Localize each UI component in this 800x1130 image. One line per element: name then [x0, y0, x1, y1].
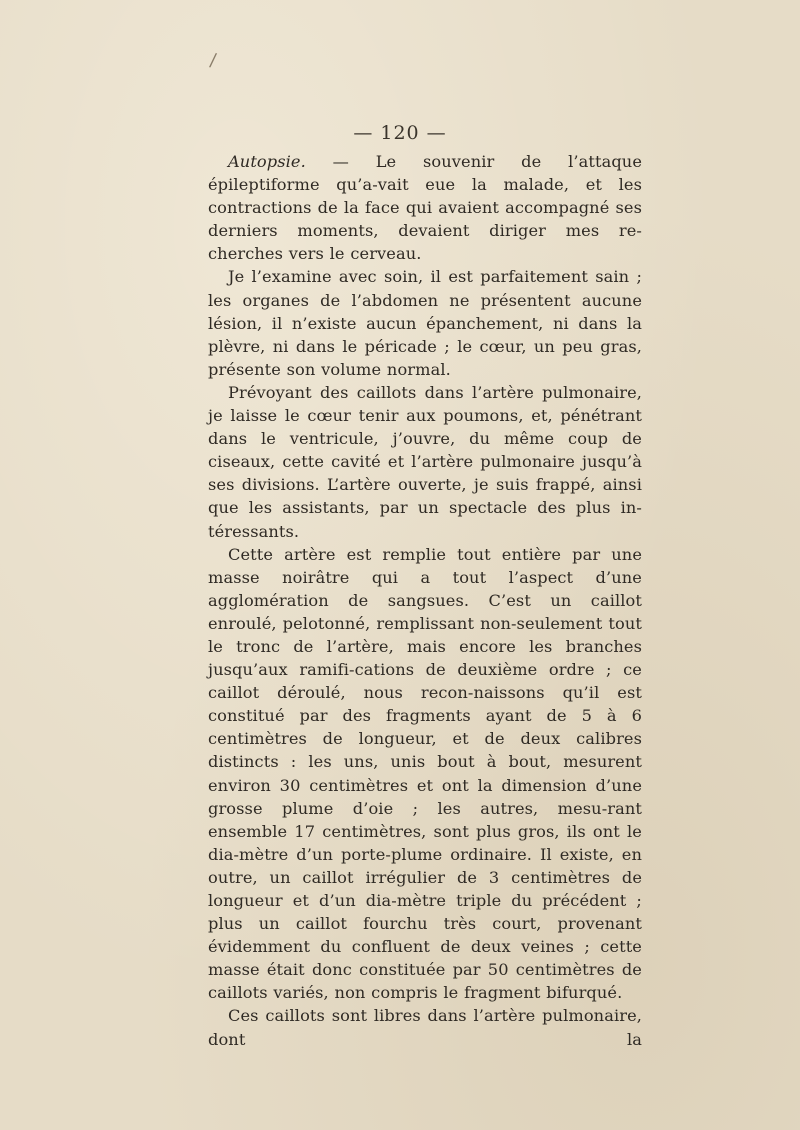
paragraph-examen — [208, 265, 642, 380]
paragraph-text: Cette artère est remplie tout entière par une masse noirâtre qui a tout l’aspect d’une agglomération de sangsues. C’est un caillot enroulé, pelotonné, remplissant non-seulement tout le tronc de l’artère, mais encore les branches jusqu’aux ramifi-cations de deuxième ordre ; ce caillot déroulé, nous recon-naissons qu’il est constitué par des fragments ayant de 5 à 6 centimètres de longueur, et de deux calibres distincts : les uns, unis bout à bout, mesurent environ 30 centimètres et ont la dimension d’une grosse plume d’oie ; les autres, mesu-rant ensemble 17 centimètres, sont plus gros, ils ont le dia-mètre d’un porte-plume ordinaire. Il existe, en outre, un caillot irrégulier de 3 centimètres de longueur et d’un dia-mètre triple du précédent ; plus un caillot fourchu très court, provenant évidemment du confluent de deux veines ; cette masse était donc constituée par 50 centimètres de caillots variés, non compris le fragment bifurqué. — [208, 544, 642, 1003]
paragraph-text: Ces caillots sont libres dans l’artère pulmonaire, dont la — [208, 1006, 642, 1049]
paragraph-text: — Le souvenir de l’attaque épileptiforme qu’a-vait eue la malade, et les contractions de la face qui avaient accompagné ses derniers moments, devaient diriger mes re-cherches vers le cerveau. — [208, 152, 642, 264]
page-number: — 120 — — [353, 122, 447, 144]
paragraph-caillots — [208, 543, 642, 1005]
stray-pencil-mark: / — [208, 49, 218, 72]
paragraph-text: Je l’examine avec soin, il est parfaitement sain ; les organes de l’abdomen ne présentent aucune lésion, il n’existe aucun épanchement, ni dans la plèvre, ni dans le péricade ; le cœur, un peu gras, présente son volume normal. — [208, 267, 642, 379]
run-in-heading: Autopsie. — [228, 152, 306, 171]
paragraph-text: Prévoyant des caillots dans l’artère pulmonaire, je laisse le cœur tenir aux poumons, et, pénétrant dans le ventricule, j’ouvre, du même coup de ciseaux, cette cavité et l’artère pulmonaire jusqu’à ses divisions. L’artère ouverte, je suis frappé, ainsi que les assistants, par un spectacle des plus in-téressants. — [208, 382, 642, 541]
paragraph-continuation — [208, 1004, 642, 1050]
paragraph-prevoyant — [208, 381, 642, 543]
body-text — [208, 150, 642, 1051]
paragraph-autopsie — [208, 150, 642, 265]
